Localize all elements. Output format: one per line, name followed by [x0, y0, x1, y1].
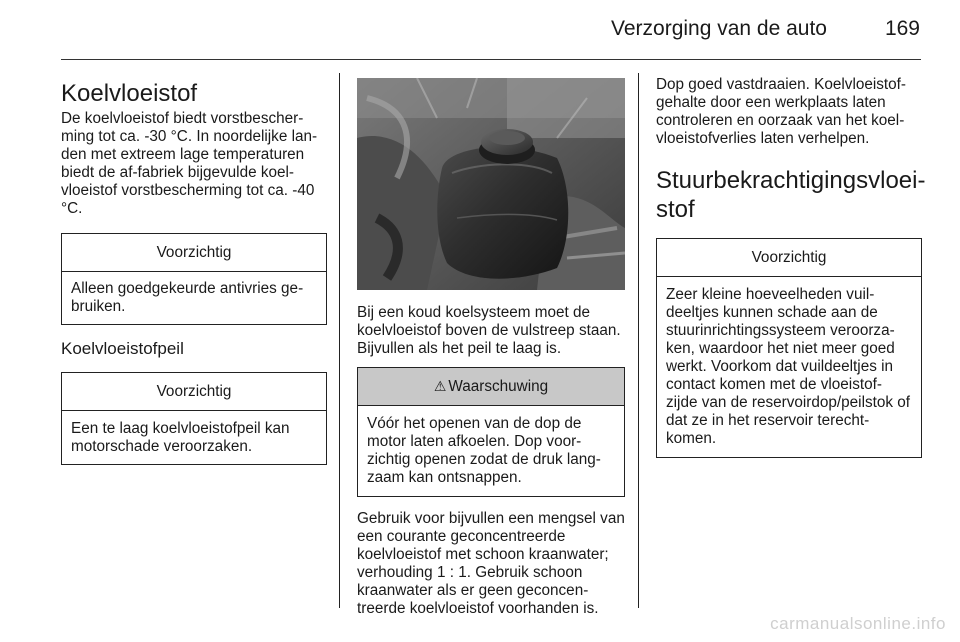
warning-box — [357, 367, 625, 497]
coolant-reservoir-photo — [357, 78, 625, 290]
column-2 — [357, 78, 625, 618]
caution-title: Voorzichtig — [62, 373, 326, 411]
section-heading-koelvloeistof: Koelvloeistof — [61, 80, 198, 107]
subheading-koelvloeistofpeil: Koelvloeistofpeil — [61, 339, 184, 358]
caution-title: Voorzichtig — [657, 239, 921, 277]
caution-text: Alleen goedgekeurde antivries ge-bruiken. — [71, 280, 304, 315]
caution-text: Een te laag koelvloeistofpeil kan motorschade veroorzaken. — [71, 420, 290, 455]
watermark: carmanualsonline.info — [770, 614, 946, 633]
caution-title: Voorzichtig — [62, 234, 326, 272]
column-divider-1 — [339, 73, 340, 608]
page-number: 169 — [884, 17, 920, 40]
header-rule — [61, 59, 921, 60]
header-title: Verzorging van de auto — [611, 17, 827, 40]
column-divider-2 — [638, 73, 639, 608]
column-1 — [61, 80, 327, 465]
intro-paragraph: De koelvloeistof biedt vorstbescher-ming tot ca. -30 °C. In noordelijke lan-den met extreem lage temperaturen biedt de af-fabriek bijgevulde koel-vloeistof vorstbescherming tot ca. -40 °C. — [61, 110, 318, 217]
level-instruction-paragraph: Bij een koud koelsysteem moet de koelvloeistof boven de vulstreep staan. Bijvullen als het peil te laag is. — [357, 304, 621, 357]
warning-text: Vóór het openen van de dop de motor laten afkoelen. Dop voor-zichtig openen zodat de druk lang-zaam kan ontsnappen. — [367, 415, 601, 486]
caution-text: Zeer kleine hoeveelheden vuil-deeltjes kunnen schade aan de stuurinrichtingssysteem veroorza-ken, waardoor het niet meer goed werkt. Voorkom dat vuildeeltjes in contact komen met de vloeistof-zijde van de reservoirdop/peilstok of dat ze in het reservoir terecht-komen. — [666, 286, 911, 447]
column-3 — [656, 76, 926, 458]
caution-box-power-steering — [656, 238, 922, 458]
warning-header — [358, 368, 624, 406]
caution-box-level — [61, 372, 327, 465]
caution-box-antifreeze — [61, 233, 327, 325]
cap-instruction-paragraph: Dop goed vastdraaien. Koelvloeistof-gehalte door een werkplaats laten controleren en oorzaak van het koel-vloeistofverlies laten verhelpen. — [656, 76, 907, 147]
warning-title: Waarschuwing — [448, 377, 549, 395]
warning-triangle-icon: ⚠ — [433, 378, 447, 394]
mixing-instruction-paragraph: Gebruik voor bijvullen een mengsel van een courante geconcentreerde koelvloeistof met schoon kraanwater; verhouding 1 : 1. Gebruik schoon kraanwater als er geen geconcen-treerde koelvloeistof voorhanden is. — [357, 510, 625, 617]
section-heading-stuurbekrachtiging: Stuurbekrachtigingsvloei-stof — [656, 167, 926, 223]
